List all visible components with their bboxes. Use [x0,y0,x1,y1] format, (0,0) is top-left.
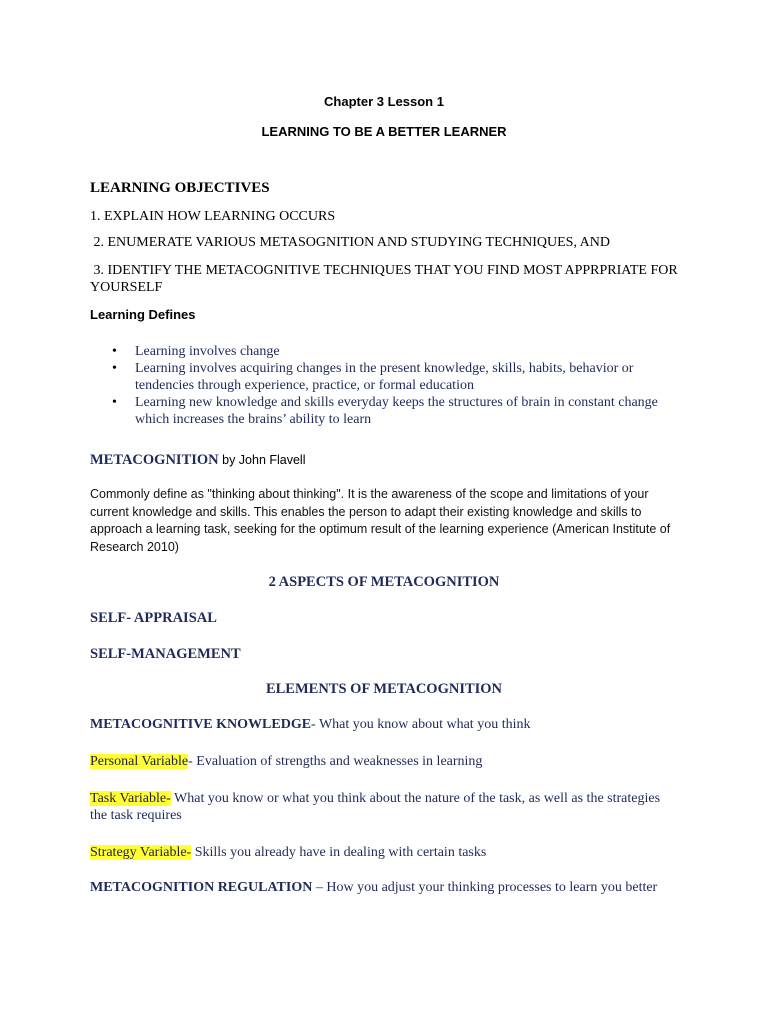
metacognition-author: by John Flavell [218,453,306,467]
metacognition-regulation-line [90,879,680,897]
objectives-heading: LEARNING OBJECTIVES [90,180,270,196]
metacognitive-knowledge-line [90,717,530,733]
learning-defines-list [90,343,680,428]
lesson-title: LEARNING TO BE A BETTER LEARNER [261,124,507,139]
aspects-heading: 2 ASPECTS OF METACOGNITION [268,574,500,590]
objective-item-2: 2. ENUMERATE VARIOUS METASOGNITION AND STUDYING TECHNIQUES, AND [90,235,610,250]
list-item: • Learning involves acquiring changes in the present knowledge, skills, habits, behavior or tendencies through experience, practice, or formal education [90,360,680,394]
task-variable-desc: What you know or what you think about the nature of the task, as well as the strategies the task requires [90,791,661,823]
metacognition-heading [90,451,306,469]
metacognition-regulation-term: METACOGNITION REGULATION [90,880,313,895]
metacognitive-knowledge-term: METACOGNITIVE KNOWLEDGE [90,717,312,732]
list-item: • Learning new knowledge and skills everyday keeps the structures of brain in constant change which increases the brains’ ability to learn [90,394,680,428]
elements-heading: ELEMENTS OF METACOGNITION [265,681,503,697]
aspect-self-appraisal: SELF- APPRAISAL [90,610,217,626]
strategy-variable-term: Strategy Variable- [90,845,192,860]
metacognitive-knowledge-desc: - What you know about what you think [311,717,531,732]
personal-variable-line [90,754,482,770]
metacognition-term: METACOGNITION [90,452,219,468]
metacognition-regulation-desc: – How you adjust your thinking processes to learn you better [312,880,658,895]
task-variable-term: Task Variable- [90,791,171,806]
personal-variable-term: Personal Variable [90,754,189,769]
strategy-variable-desc: Skills you already have in dealing with certain tasks [191,845,487,860]
aspect-self-management: SELF-MANAGEMENT [90,646,241,662]
strategy-variable-line [90,845,486,861]
personal-variable-desc: - Evaluation of strengths and weaknesses in learning [188,754,483,769]
metacognition-definition: Commonly define as "thinking about thinking". It is the awareness of the scope and limitations of your current knowledge and skills. This enables the person to adapt their existing knowledge and skills to approach a learning task, seeking for the optimum result of the learning experience (American Institute of Research 2010) [90,487,671,554]
objective-item-1: 1. EXPLAIN HOW LEARNING OCCURS [90,209,336,224]
list-item: • Learning involves change [90,343,680,360]
objective-item-3: 3. IDENTIFY THE METACOGNITIVE TECHNIQUES THAT YOU FIND MOST APPRPRIATE FOR YOURSELF [90,263,681,295]
task-variable-line [90,790,680,824]
learning-defines-heading: Learning Defines [90,307,196,322]
chapter-label: Chapter 3 Lesson 1 [324,94,444,109]
